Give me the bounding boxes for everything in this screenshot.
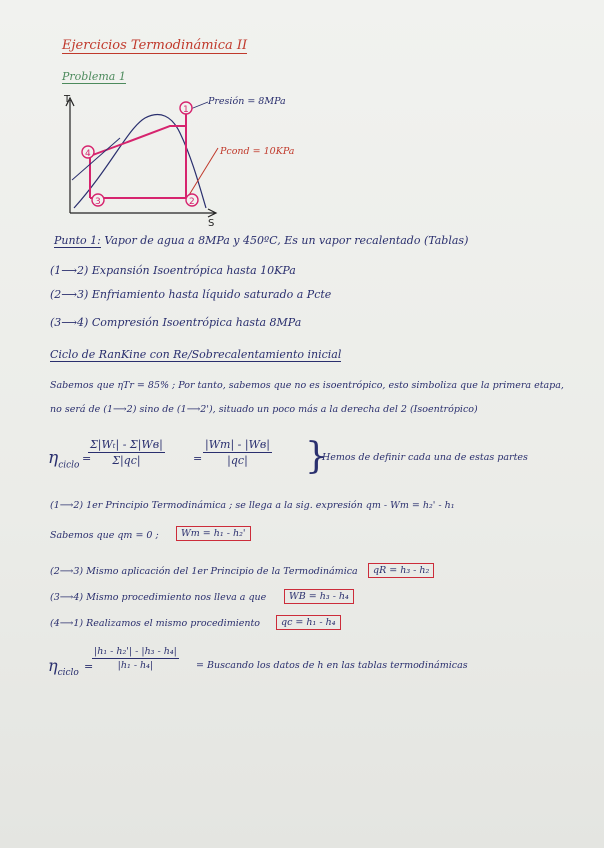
label-pressure-high: Presión = 8MPa [208,96,286,107]
svg-text:4: 4 [85,149,91,159]
paragraph-line-2: no será de (1⟶2) sino de (1⟶2'), situado un poco más a la derecha del 2 (Isoentrópico) [50,404,478,415]
punto1-label: Punto 1: [54,234,101,247]
s23-text: (2⟶3) Mismo aplicación del 1er Principio de la Termodinámica [50,566,358,577]
final-lhs: $\eta_{ciclo}$ [48,656,79,679]
s34-result-box: WB = h₃ - h₄ [284,589,354,604]
final-fraction: $\frac{\text{|h₁ - h₂'| - |h₃ - h₄|}}{\text{|h₁ - h₄|}}$ [94,646,177,671]
svg-text:2: 2 [189,197,195,207]
s34-text: (3⟶4) Mismo procedimiento nos lleva a que [50,592,267,603]
label-pressure-low: Pcond = 10KPa [220,146,295,157]
eff-fraction-2: |Wт| - |Wв| |qc| [205,438,270,467]
paragraph-line-1: Sabemos que ηTr = 85% ; Por tanto, sabemos que no es isoentrópico, esto simboliza que la primera etapa, [50,380,564,391]
s12-result-box: Wт = h₁ - h₂' [176,526,251,541]
notebook-page: Ejercicios Termodinámica II Problema 1 T S 1 2 3 4 Presión = 8MPa Pcond = 10KPa Punto 1: Vapor de agua a 8MPa y 450ºC, Es un vapor recalentado (Tablas) (1⟶2) Expansión Isoentrópica hasta 10KPa (2⟶3) Enfriamiento hasta líquido saturado a Pcte (3⟶4) Compresión Isoentrópica hasta 8MPa Ciclo de RanKine con Re/Sobrecalentamiento inicial Sabemos que ηTr = 85% ; Por tanto, sabemos que no es isoentrópico, esto simboliza que la primera etapa, no será de (1⟶2) sino de (1⟶2'), situado un poco más a la derecha del 2 (Isoentrópico) $\eta_{ciclo}$ = Σ|Wₜ| - Σ|Wв| Σ|qc| = |Wт| - |Wв| |qc| } Hemos de definir cada una de estas partes (1⟶2) 1er Principio Termodinámica ; se llega a la sig. expresión qт - Wт = h₂' - h₁ Sabemos que qт = 0 ; Wт = h₁ - h₂' (2⟶3) Mismo aplicación del 1er Principio de la Termodinámica qR = h₃ - h₂ (3⟶4) Mismo procedimiento nos lleva a que WB = h₃ - h₄ (4⟶1) Realizamos el mismo procedimiento qc = h₁ - h₄ $\eta_{ciclo}$ = $\frac{\text{|h₁ - h₂'| - |h₃ - h₄|}}{\text{|h₁ - h₄|}}$ = Buscando los datos de h en las tablas termodinámicas [0,0,604,848]
s12-line2: Sabemos que qт = 0 ; [50,530,159,541]
pressure-line-low [186,148,218,200]
s41-result-box: qc = h₁ - h₄ [276,615,341,630]
brace: } [305,436,328,477]
pressure-line-high [72,138,120,180]
step-1-2: (1⟶2) Expansión Isoentrópica hasta 10KPa [50,264,296,277]
eff-note: Hemos de definir cada una de estas partes [322,452,528,463]
axis-label-t: T [64,94,71,105]
punto1-text: Vapor de agua a 8MPa y 450ºC, Es un vapor recalentado (Tablas) [104,234,469,247]
final-tail: = Buscando los datos de h en las tablas termodinámicas [196,660,468,671]
s23-result-box: qR = h₃ - h₂ [368,563,434,578]
cycle-heading: Ciclo de RanKine con Re/Sobrecalentamiento inicial [50,348,342,361]
eff-fraction-1: Σ|Wₜ| - Σ|Wв| Σ|qc| [90,438,163,467]
eff-lhs: $\eta_{ciclo}$ [48,448,80,471]
svg-text:3: 3 [95,197,101,207]
s41-text: (4⟶1) Realizamos el mismo procedimiento [50,618,261,629]
process-4-1 [90,110,186,156]
problem-subtitle: Problema 1 [62,70,126,83]
axis-label-s: S [208,218,215,228]
ts-diagram [50,88,290,228]
step-3-4: (3⟶4) Compresión Isoentrópica hasta 8MPa [50,316,302,329]
svg-text:1: 1 [183,105,189,115]
step-2-3: (2⟶3) Enfriamiento hasta líquido saturado a Pcte [50,288,332,301]
s12-line1: (1⟶2) 1er Principio Termodinámica ; se llega a la sig. expresión qт - Wт = h₂' - h₁ [50,500,455,511]
page-title: Ejercicios Termodinámica II [62,38,248,53]
punto1-line [54,234,468,247]
